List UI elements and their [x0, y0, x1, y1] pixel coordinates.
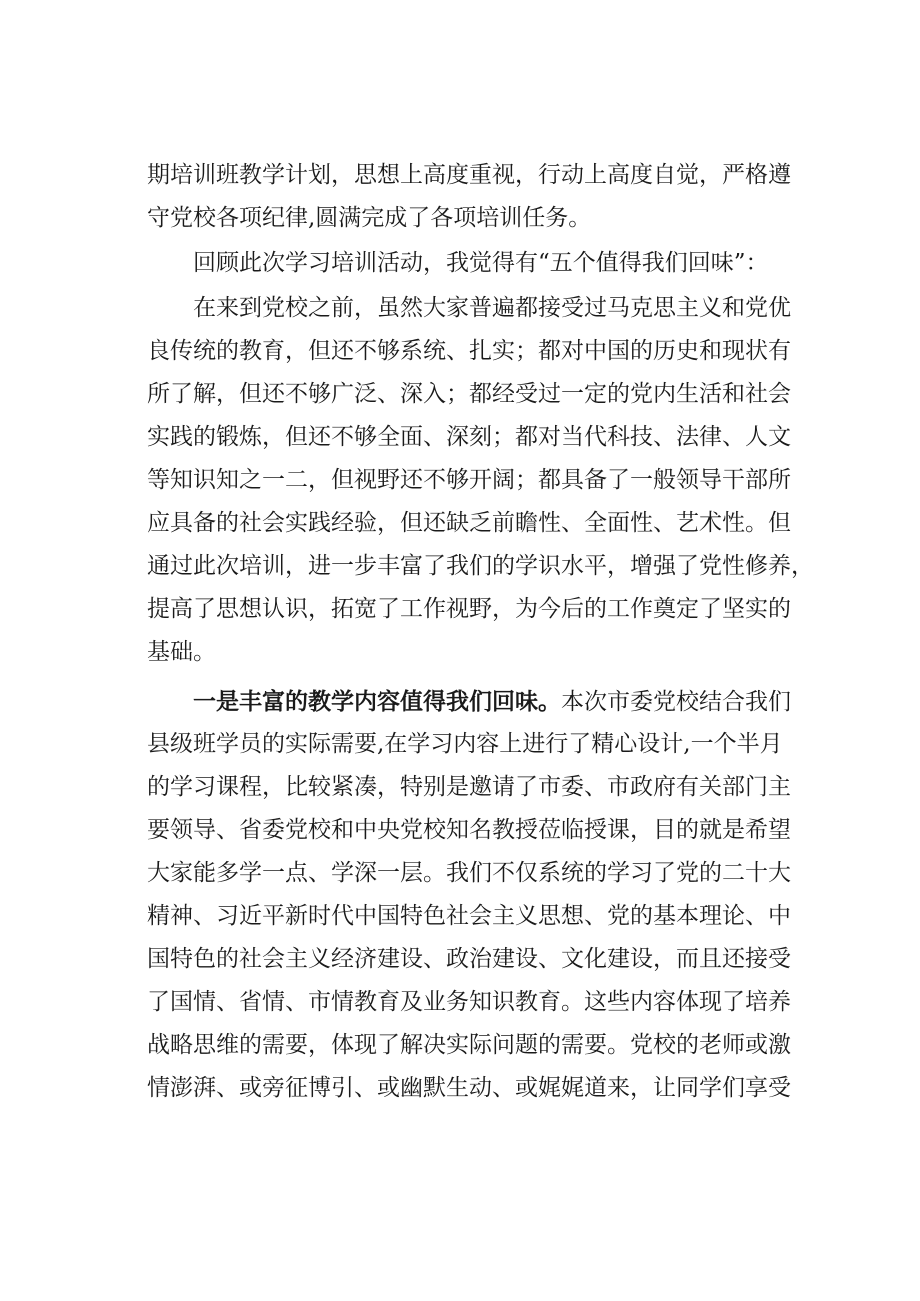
text-line: 精神、习近平新时代中国特色社会主义思想、党的基本理论、中: [147, 903, 791, 929]
text-line: 通过此次培训，进一步丰富了我们的学识水平，增强了党性修养，: [147, 553, 814, 579]
text-line: 大家能多学一点、学深一层。我们不仅系统的学习了党的二十大: [147, 860, 791, 886]
text-line: 在来到党校之前，虽然大家普遍都接受过马克思主义和党优: [147, 295, 791, 321]
section-heading: 一是丰富的教学内容值得我们回味。: [147, 688, 561, 715]
text-line: 良传统的教育，但还不够系统、扎实；都对中国的历史和现状有: [147, 338, 791, 364]
text-line: 回顾此次学习培训活动，我觉得有“五个值得我们回味”：: [147, 250, 769, 276]
text-line: 的学习课程，比较紧凑，特别是邀请了市委、市政府有关部门主: [147, 774, 791, 800]
text-line: 县级班学员的实际需要,在学习内容上进行了精心设计,一个半月: [147, 731, 783, 757]
document-body: [147, 154, 814, 1110]
text-line: 基础。: [147, 639, 216, 665]
text-line: 提高了思想认识，拓宽了工作视野，为今后的工作奠定了坚实的: [147, 596, 791, 622]
text-line: 实践的锻炼，但还不够全面、深刻；都对当代科技、法律、人文: [147, 424, 791, 450]
text-span: 本次市委党校结合我们: [561, 689, 791, 715]
text-line: 了国情、省情、市情教育及业务知识教育。这些内容体现了培养: [147, 989, 791, 1015]
text-line: 情澎湃、或旁征博引、或幽默生动、或娓娓道来，让同学们享受: [147, 1075, 791, 1101]
text-line: 应具备的社会实践经验，但还缺乏前瞻性、全面性、艺术性。但: [147, 510, 791, 536]
text-line: 战略思维的需要，体现了解决实际问题的需要。党校的老师或激: [147, 1032, 791, 1058]
text-line: 要领导、省委党校和中央党校知名教授莅临授课，目的就是希望: [147, 817, 791, 843]
text-line: 守党校各项纪律,圆满完成了各项培训任务。: [147, 205, 592, 231]
paragraph-3: [147, 680, 807, 1110]
text-line: 所了解，但还不够广泛、深入；都经受过一定的党内生活和社会: [147, 381, 791, 407]
text-line: 期培训班教学计划，思想上高度重视，行动上高度自觉，严格遵: [147, 162, 791, 188]
paragraph-0: [147, 154, 807, 240]
paragraph-2: [147, 287, 814, 674]
text-line: 国特色的社会主义经济建设、政治建设、文化建设，而且还接受: [147, 946, 791, 972]
paragraph-1: [147, 242, 807, 285]
text-line: [147, 680, 807, 723]
text-line: 等知识知之一二，但视野还不够开阔；都具备了一般领导干部所: [147, 467, 791, 493]
